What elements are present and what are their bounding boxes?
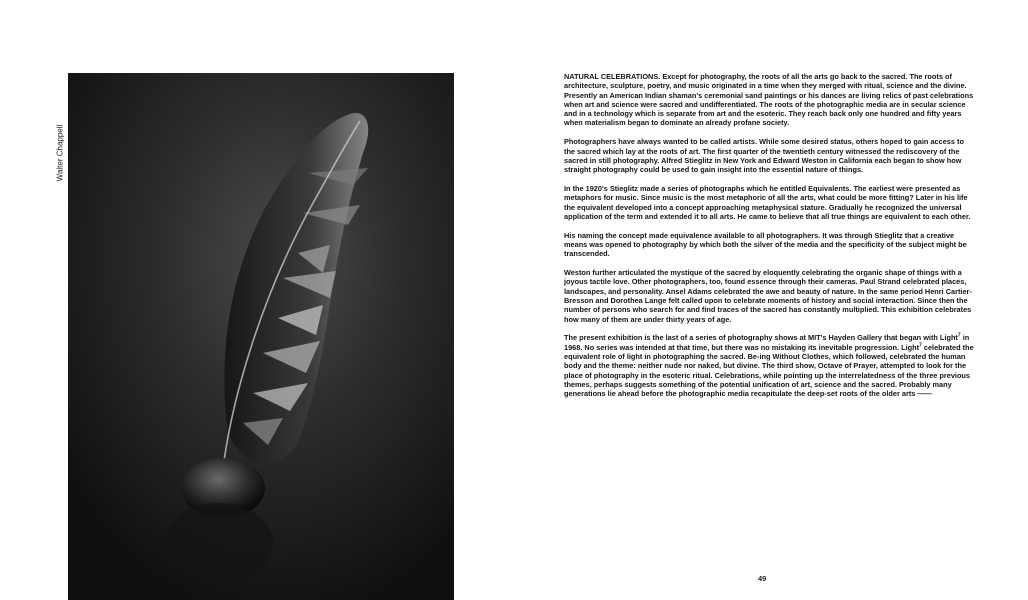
paragraph-1: NATURAL CELEBRATIONS. Except for photography, the roots of all the arts go back to the sacred. The roots of architecture, sculpture, poetry, and music originated in a time when they merged with ritual, science and the divine. Presently an American Indian shaman's ceremonial sand paintings or his dances are living relics of past celebrations when art and science were sacred and undifferentiated. The roots of the photographic media are in secular science and in a technology which is separate from art and the esoteric. They reach back only one hundred and fifty years when materialism began to dominate an already profane society. bbox=[564, 72, 974, 128]
essay-text bbox=[564, 72, 976, 408]
paragraph-4: His naming the concept made equivalence available to all photographers. It was through Stieglitz that a creative means was opened to photography by which both the silver of the media and the specificity of the subject might be transcended. bbox=[564, 230, 967, 259]
paragraph-6-part1: The present exhibition is the last of a series of photography shows at MIT's Hayden Gallery that began with Light bbox=[564, 333, 958, 343]
page-number: 49 bbox=[758, 574, 767, 583]
paragraph-6-part2: in 1968. No series was intended at that time, but there was no mistaking its inevitable progression. Light bbox=[564, 333, 970, 352]
photo-credit bbox=[53, 118, 67, 188]
paragraph-3: In the 1920's Stieglitz made a series of photographs which he entitled Equivalents. The earliest were presented as metaphors for music. Since music is the most metaphoric of all the arts, what could be more fitting? Later in his life the equivalent developed into a concept approaching metaphysical stature. Gradually he recognized the universal application of the term and extended it to all arts. He came to believe that all true things are equivalent to each other. bbox=[564, 183, 971, 221]
paragraph-6 bbox=[564, 333, 976, 398]
footnote-ref-1: 7 bbox=[957, 332, 961, 339]
paragraph-5: Weston further articulated the mystique of the sacred by eloquently celebrating the organic shape of things with a joyous tactile love. Other photographers, too, found essence through their cameras. Paul Strand celebrated places, landscapes, and personality. Ansel Adams celebrated the awe and beauty of nature. In the same period Henri Cartier-Bresson and Dorothea Lange felt called upon to celebrate moments of history and social interaction. Since then the number of persons who search for and find traces of the sacred has constantly multiplied. This exhibition celebrates how many of them are under thirty years of age. bbox=[564, 268, 972, 324]
paragraph-6-part3: celebrated the equivalent role of light in photographing the sacred. Be-ing Without Clothes, which followed, celebrated the human body and the theme: neither nude nor naked, but divine. The third show, Octave of Prayer, attempted to look for the place of photography in the esoteric ritual. Celebrations, while pointing up the interrelatedness of the three previous themes, perhaps suggests something of the potential unification of art, science and the sacred. Probably many generations lie ahead before the photographic media recapitulate the deep-set roots of the older arts —— bbox=[564, 342, 974, 399]
footnote-ref-2: 7 bbox=[919, 342, 922, 349]
paragraph-2: Photographers have always wanted to be called artists. While some desired status, others hoped to gain access to the sacred which lay at the roots of art. The first quarter of the twentieth century witnessed the rediscovery of the sacred in still photography. Alfred Stieglitz in New York and Edward Weston in California each began to show how straight photography could be used to gain insight into the essential nature of things. bbox=[564, 137, 964, 175]
photo-credit-text: Walter Chappell bbox=[55, 124, 65, 182]
feather-photograph-art bbox=[68, 73, 454, 600]
feather-photograph bbox=[68, 73, 454, 600]
